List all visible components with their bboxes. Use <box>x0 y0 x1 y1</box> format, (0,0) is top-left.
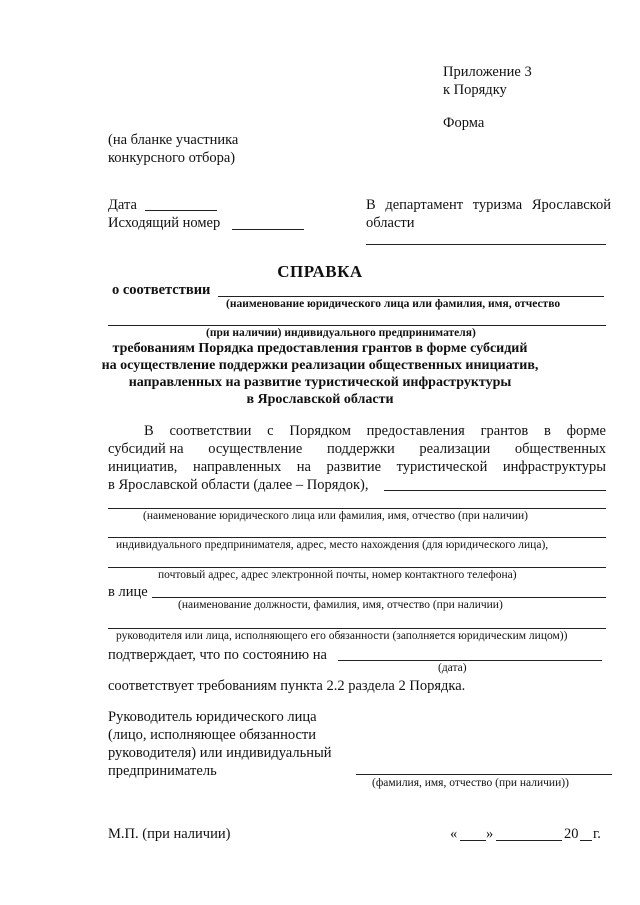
body-word: инициатив, <box>108 459 178 475</box>
applicant-field-line-4[interactable] <box>108 567 606 568</box>
outgoing-number-label: Исходящий номер <box>108 215 221 231</box>
date-open-quote: « <box>450 826 458 842</box>
complies-text: соответствует требованиям пункта 2.2 раздела 2 Порядка. <box>108 678 466 694</box>
body-word: осуществление <box>208 441 303 457</box>
about-field-line[interactable] <box>218 296 604 297</box>
body-word: туристической <box>396 459 488 475</box>
day-field-line[interactable] <box>460 840 486 841</box>
body-line2 <box>108 441 606 458</box>
form-label: Форма <box>443 115 485 131</box>
about-field-line-2[interactable] <box>108 325 606 326</box>
body-word: направленных <box>192 459 282 475</box>
caption-c: почтовый адрес, адрес электронной почты, номер контактного телефона) <box>158 569 517 581</box>
signature-line4: предприниматель <box>108 763 217 779</box>
addressee-line2: области <box>366 215 415 231</box>
body-line4: в Ярославской области (далее – Порядок), <box>108 477 369 493</box>
body-word: на <box>296 459 311 475</box>
body-line1 <box>144 423 606 440</box>
addressee-word: В <box>366 197 376 213</box>
body-word: в <box>544 423 551 439</box>
date-close-quote: » <box>486 826 494 842</box>
about-caption1: (наименование юридического лица или фамилия, имя, отчество <box>226 298 561 310</box>
applicant-field-line-2[interactable] <box>108 508 606 509</box>
outgoing-number-field-line[interactable] <box>232 229 304 230</box>
addressee-word: туризма <box>472 197 523 213</box>
signature-caption: (фамилия, имя, отчество (при наличии)) <box>372 777 569 789</box>
confirms-label: подтверждает, что по состоянию на <box>108 647 327 663</box>
body-word: форме <box>566 423 606 439</box>
body-word: реализации <box>419 441 491 457</box>
appendix-label: Приложение 3 <box>443 64 532 80</box>
signature-field-line[interactable] <box>356 774 612 775</box>
blank-note-line1: (на бланке участника <box>108 132 239 148</box>
about-caption2: (при наличии) индивидуального предпринимателя) <box>206 327 476 339</box>
signature-line3: руководителя) или индивидуальный <box>108 745 332 761</box>
year-suffix: г. <box>593 826 601 842</box>
body-word: общественных <box>514 441 606 457</box>
body-word: инфраструктуры <box>502 459 606 475</box>
caption-a: (наименование юридического лица или фамилия, имя, отчество (при наличии) <box>143 510 528 522</box>
blank-note-line2: конкурсного отбора) <box>108 150 236 166</box>
date-state-field-line[interactable] <box>338 660 602 661</box>
body-word: соответствии <box>169 423 252 439</box>
caption-d: (наименование должности, фамилия, имя, отчество (при наличии) <box>178 599 503 611</box>
body-word: предоставления <box>366 423 465 439</box>
applicant-field-line-1[interactable] <box>384 490 606 491</box>
body-word: с <box>267 423 274 439</box>
applicant-field-line-3[interactable] <box>108 537 606 538</box>
addressee-word: департамент <box>385 197 464 213</box>
addressee-line1 <box>366 197 611 214</box>
in-person-label: в лице <box>108 584 148 600</box>
in-person-field-line[interactable] <box>152 597 606 598</box>
body-word: поддержки <box>326 441 395 457</box>
year-field-line[interactable] <box>580 840 592 841</box>
subtitle-line1: требованиям Порядка предоставления грантов в форме субсидий <box>112 341 528 356</box>
date-field-line[interactable] <box>145 210 217 211</box>
subtitle-line3: направленных на развитие туристической инфраструктуры <box>128 375 512 390</box>
body-word: В <box>144 423 154 439</box>
body-word: субсидий на <box>108 441 184 457</box>
addressee-field-line[interactable] <box>366 244 606 245</box>
body-line3 <box>108 459 606 476</box>
subtitle-line4: в Ярославской области <box>246 392 394 407</box>
signature-line2: (лицо, исполняющее обязанности <box>108 727 317 743</box>
in-person-field-line-2[interactable] <box>108 628 606 629</box>
addressee-word: Ярославской <box>531 197 611 213</box>
body-word: развитие <box>326 459 382 475</box>
caption-date: (дата) <box>438 662 467 674</box>
subtitle-line2: на осуществление поддержки реализации общественных инициатив, <box>101 358 539 373</box>
document-title: СПРАВКА <box>277 262 363 281</box>
body-word: грантов <box>480 423 529 439</box>
signature-line1: Руководитель юридического лица <box>108 709 317 725</box>
date-label: Дата <box>108 197 137 213</box>
caption-b: индивидуального предпринимателя, адрес, место нахождения (для юридического лица), <box>116 539 549 551</box>
month-field-line[interactable] <box>496 840 562 841</box>
body-word: Порядком <box>289 423 351 439</box>
caption-e: руководителя или лица, исполняющего его обязанности (заполняется юридическим лицом)) <box>116 630 568 642</box>
about-label: о соответствии <box>112 282 211 298</box>
stamp-label: М.П. (при наличии) <box>108 826 231 842</box>
year-prefix: 20 <box>564 826 579 842</box>
to-order-label: к Порядку <box>443 82 507 98</box>
